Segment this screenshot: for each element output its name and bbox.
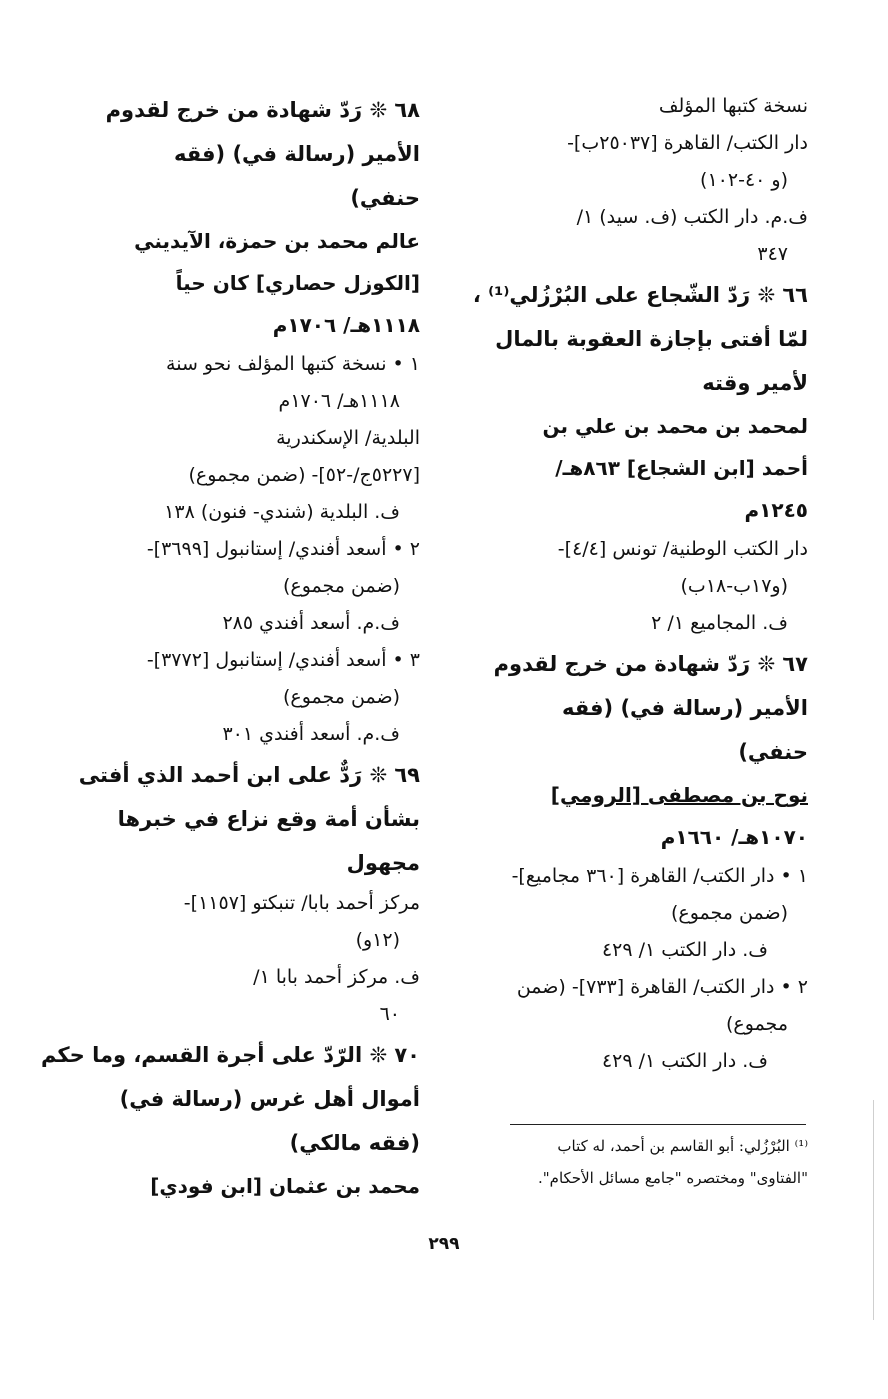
entry-67-author-line-2: ١٠٧٠هـ/ ١٦٦٠م <box>660 825 808 849</box>
footnote-line-1: ⁽¹⁾ البُرْزُلي: أبو القاسم بن أحمد، له كتاب <box>557 1137 808 1155</box>
entry-68-copy-2-note: (ضمن مجموع) <box>282 575 400 597</box>
entry-69-catalog-cont: ٦٠ <box>379 1003 400 1025</box>
entry-68-copy-2-catalog: ف.م. أسعد أفندي ٢٨٥ <box>222 612 400 634</box>
entry-70-title-line-2: أموال أهل غرس (رسالة في) <box>119 1087 420 1111</box>
entry-68-copy-1-line-4: [٥٢٢٧ج/-٥٢]- (ضمن مجموع) <box>188 464 420 486</box>
entry-67-title-line-1: ٦٧ ❊ رَدّ شهادة من خرج لقدوم <box>493 652 808 676</box>
entry-66-author-line-2: أحمد [ابن الشجاع] ٨٦٣هـ/ <box>555 456 808 480</box>
entry-68-author-line-1: عالم محمد بن حمزة، الآيديني <box>134 229 420 253</box>
entry-66-library: دار الكتب الوطنية/ تونس [٤/٤]- <box>557 538 808 560</box>
entry-68-title-line-1: ٦٨ ❊ رَدّ شهادة من خرج لقدوم <box>105 98 420 122</box>
entry-68-copy-3-library: ٣ • أسعد أفندي/ إستانبول [٣٧٧٢]- <box>146 649 420 671</box>
entry-69-title-line-2: بشأن أمة وقع نزاع في خبرها <box>117 807 420 831</box>
entry-68-title-line-3: حنفي) <box>350 186 420 210</box>
entry-67-copy-1-note: (ضمن مجموع) <box>670 902 788 924</box>
entry-68-copy-3-note: (ضمن مجموع) <box>282 686 400 708</box>
entry-67-author-line-1: نوح بن مصطفى [الرومي] <box>550 783 808 807</box>
entry-69-library: مركز أحمد بابا/ تنبكتو [١١٥٧]- <box>183 892 420 914</box>
entry-69-title-line-1: ٦٩ ❊ رَدٌّ على ابن أحمد الذي أفتى <box>78 763 420 787</box>
footnote-separator <box>510 1124 806 1125</box>
entry-67-copy-1-library: ١ • دار الكتب/ القاهرة [٣٦٠ مجاميع]- <box>511 865 808 887</box>
entry-68-copy-1-line-3: البلدية/ الإسكندرية <box>276 427 420 449</box>
entry-67-title-line-3: حنفي) <box>738 740 808 764</box>
entry-67-copy-2-library: ٢ • دار الكتب/ القاهرة [٧٣٣]- (ضمن <box>516 976 808 998</box>
entry-66-folios: (و١٧ب-١٨ب) <box>680 575 788 597</box>
left-column <box>40 88 420 1207</box>
entry-68-copy-1-line-1: ١ • نسخة كتبها المؤلف نحو سنة <box>166 353 420 375</box>
entry-66-catalog: ف. المجاميع ١/ ٢ <box>651 612 788 634</box>
entry-68-copy-1-line-2: ١١١٨هـ/ ١٧٠٦م <box>278 390 400 412</box>
entry-68-author-line-2: [الكوزل حصاري] كان حياً <box>175 271 420 295</box>
entry-66-author-line-3: ١٢٤٥م <box>744 498 808 522</box>
entry-70-author: محمد بن عثمان [ابن فودي] <box>150 1174 420 1198</box>
entry-68-author-line-3: ١١١٨هـ/ ١٧٠٦م <box>272 313 420 337</box>
entry-66-title-line-2: لمّا أفتى بإجازة العقوبة بالمال <box>495 327 808 351</box>
entry-68-title-line-2: الأمير (رسالة في) (فقه <box>173 142 420 166</box>
entry-67-title-line-2: الأمير (رسالة في) (فقه <box>561 696 808 720</box>
folio-range: (و ٤٠-١٠٢) <box>700 169 788 191</box>
catalog-reference-cont: ٣٤٧ <box>757 243 788 265</box>
footnote <box>468 1130 808 1194</box>
manuscript-note: نسخة كتبها المؤلف <box>658 95 808 117</box>
right-column <box>472 88 808 1080</box>
library-location: دار الكتب/ القاهرة [٢٥٠٣٧ب]- <box>567 132 808 154</box>
entry-68-copy-3-catalog: ف.م. أسعد أفندي ٣٠١ <box>222 723 400 745</box>
entry-69-folio: (١٢و) <box>355 929 400 951</box>
entry-66-title-line-1: ٦٦ ❊ رَدّ الشّجاع على البُرْزُلي⁽¹⁾ ، <box>472 283 808 307</box>
entry-66-author-line-1: لمحمد بن محمد بن علي بن <box>542 414 808 438</box>
entry-69-title-line-3: مجهول <box>346 851 420 875</box>
entry-67-copy-2-catalog: ف. دار الكتب ١/ ٤٢٩ <box>601 1050 768 1072</box>
entry-67-copy-2-note: مجموع) <box>726 1013 788 1035</box>
entry-68-copy-2-library: ٢ • أسعد أفندي/ إستانبول [٣٦٩٩]- <box>146 538 420 560</box>
footnote-line-2: "الفتاوى" ومختصره "جامع مسائل الأحكام". <box>538 1169 808 1187</box>
entry-66-title-line-3: لأمير وقته <box>702 371 808 395</box>
entry-70-title-line-1: ٧٠ ❊ الرّدّ على أجرة القسم، وما حكم <box>40 1043 420 1067</box>
entry-69-catalog: ف. مركز أحمد بابا ١/ <box>253 966 420 988</box>
scan-edge <box>873 1100 874 1320</box>
entry-67-copy-1-catalog: ف. دار الكتب ١/ ٤٢٩ <box>601 939 768 961</box>
page-number: ٢٩٩ <box>428 1234 460 1254</box>
entry-68-copy-1-catalog: ف. البلدية (شندي- فنون) ١٣٨ <box>164 501 400 523</box>
entry-70-title-line-3: (فقه مالكي) <box>289 1131 420 1155</box>
catalog-reference: ف.م. دار الكتب (ف. سيد) ١/ <box>576 206 808 228</box>
